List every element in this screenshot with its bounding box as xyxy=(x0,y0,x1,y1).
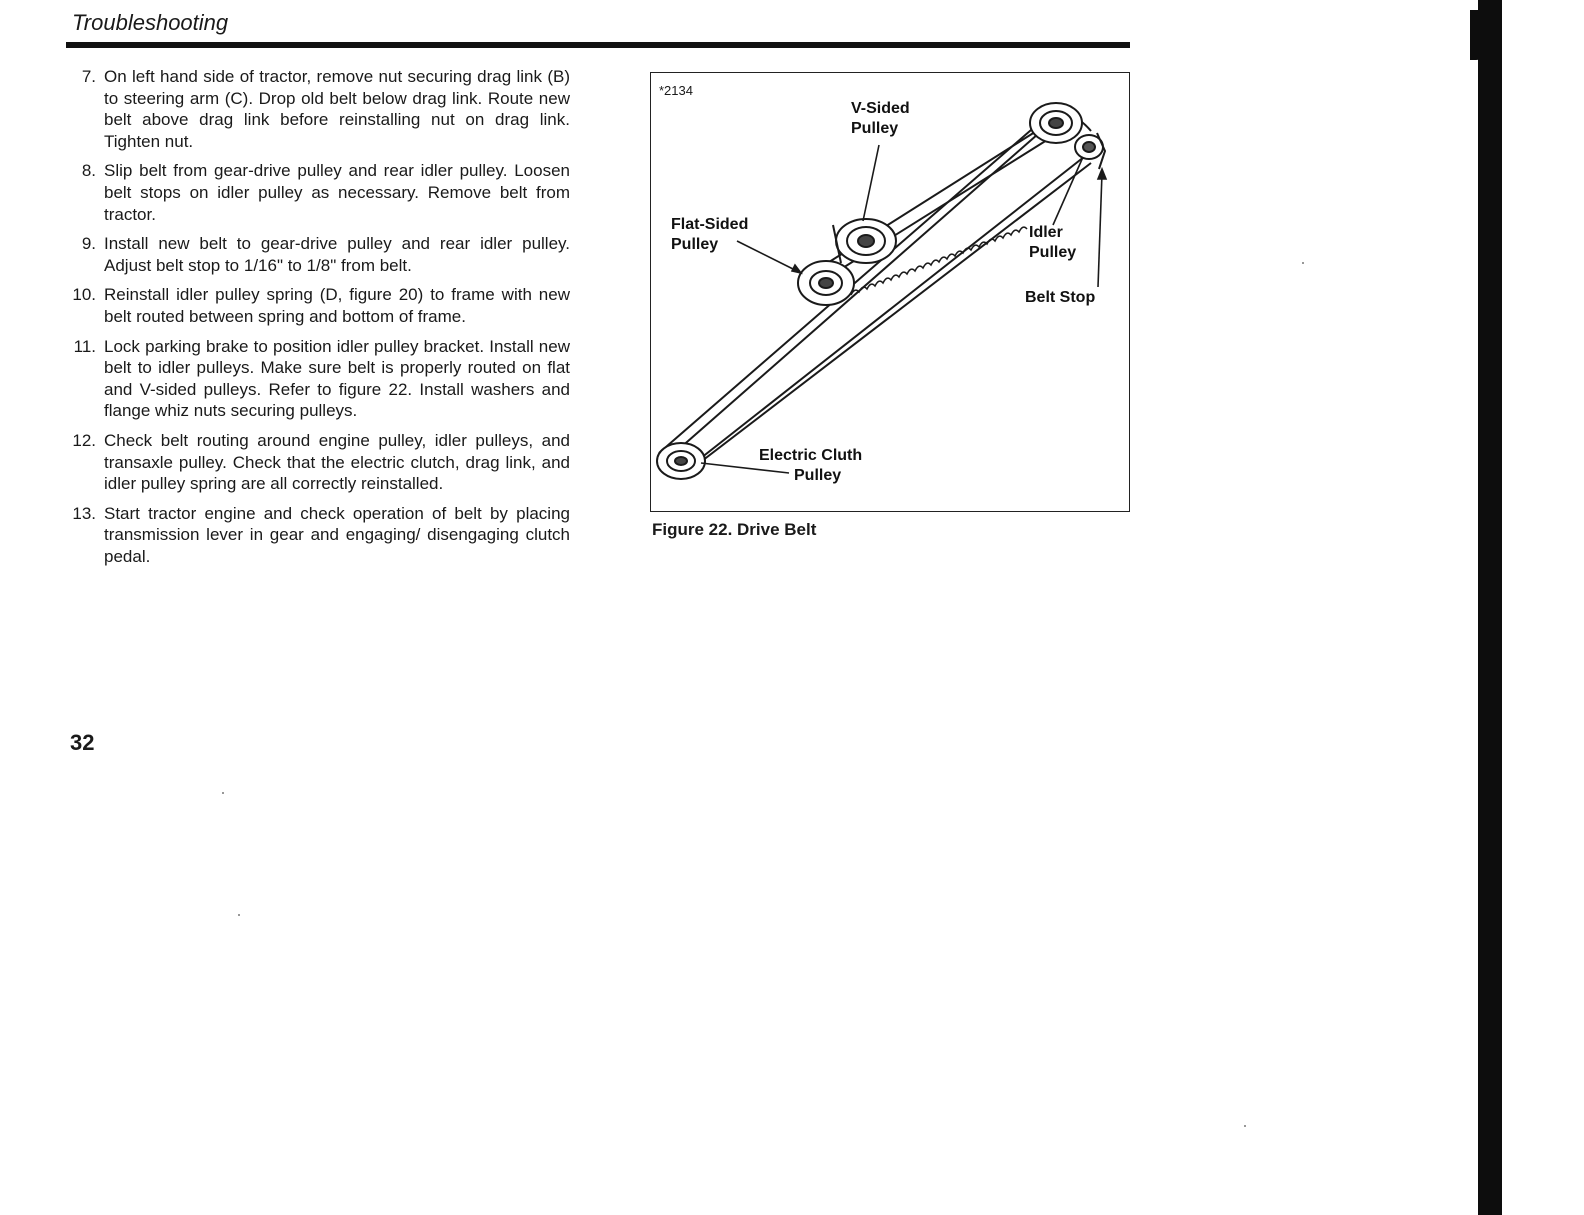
step-item xyxy=(64,284,570,327)
flat-sided-pulley xyxy=(798,261,854,305)
step-text: Reinstall idler pulley spring (D, figure 20) to frame with new belt routed between spring and bottom of frame. xyxy=(104,285,570,326)
label-electric-clutch-line1: Electric Cluth xyxy=(759,447,863,464)
v-sided-pulley-top xyxy=(1030,103,1082,143)
label-idler-line2: Pulley xyxy=(1029,244,1077,261)
drive-belt-figure xyxy=(650,72,1130,512)
scan-speck xyxy=(222,792,224,794)
label-idler-line1: Idler xyxy=(1029,224,1063,241)
step-item xyxy=(64,336,570,422)
leader-flat-sided-arrow xyxy=(792,265,801,273)
header-rule xyxy=(66,42,1130,48)
label-v-sided-line2: Pulley xyxy=(851,120,899,137)
leader-belt-stop xyxy=(1098,173,1102,287)
belt-short-run xyxy=(799,125,1046,281)
step-number: 13. xyxy=(72,503,96,523)
step-number: 9. xyxy=(81,234,96,254)
figure-id: *2134 xyxy=(659,83,693,98)
step-number: 7. xyxy=(81,67,96,86)
label-electric-clutch-line2: Pulley xyxy=(794,467,842,484)
instruction-steps xyxy=(64,66,570,575)
step-item xyxy=(64,430,570,495)
step-text: Lock parking brake to position idler pulley bracket. Install new belt to idler pulleys. Make sure belt is properly routed on flat and V-sided pulleys. Refer to figure 22. Install washers and flange whiz nuts securing pulleys. xyxy=(104,336,570,421)
belt-inner-bottom xyxy=(687,153,1089,469)
label-belt-stop: Belt Stop xyxy=(1025,289,1096,306)
label-flat-sided-line1: Flat-Sided xyxy=(671,216,749,233)
step-text: Check belt routing around engine pulley, idler pulleys, and transaxle pulley. Check that the electric clutch, drag link, and idler pulley spring are all correctly reinstalled. xyxy=(104,430,570,494)
step-number: 8. xyxy=(81,161,96,181)
step-number: 12. xyxy=(72,430,96,450)
step-item xyxy=(64,503,570,568)
step-item xyxy=(64,66,570,152)
electric-clutch-pulley xyxy=(657,443,705,479)
step-text: Slip belt from gear-drive pulley and rear idler pulley. Loosen belt stops on idler pulley as necessary. Remove belt from tractor. xyxy=(104,161,570,224)
page-binding-edge xyxy=(1478,0,1502,1215)
page-number: 32 xyxy=(70,730,95,755)
scan-speck xyxy=(1302,262,1304,264)
scan-speck xyxy=(238,914,240,916)
step-item xyxy=(64,160,570,225)
leader-v-sided xyxy=(863,145,879,221)
step-text: On left hand side of tractor, remove nut securing drag link (B) to steering arm (C). Drop old belt below drag link. Route new belt above drag link before reinstalling nut on drag link. Tighten nut. xyxy=(104,67,570,151)
step-item xyxy=(64,233,570,276)
belt-outer-bottom xyxy=(681,163,1091,477)
step-text: Install new belt to gear-drive pulley and rear idler pulley. Adjust belt stop to 1/16" to 1/8" from belt. xyxy=(104,234,570,275)
scan-speck xyxy=(1244,1125,1246,1127)
figure-caption: Figure 22. Drive Belt xyxy=(652,520,817,539)
step-number: 11. xyxy=(73,336,96,356)
label-flat-sided-line2: Pulley xyxy=(671,236,719,253)
page-header-title: Troubleshooting xyxy=(72,10,229,35)
v-sided-pulley-middle xyxy=(833,219,896,263)
leader-idler xyxy=(1053,157,1083,225)
leader-flat-sided xyxy=(737,241,801,273)
step-number: 10. xyxy=(72,285,96,305)
leader-belt-stop-arrow xyxy=(1098,169,1106,179)
step-text: Start tractor engine and check operation of belt by placing transmission lever in gear and engaging/ disengaging clutch pedal. xyxy=(104,503,570,566)
label-v-sided-line1: V-Sided xyxy=(851,100,910,117)
